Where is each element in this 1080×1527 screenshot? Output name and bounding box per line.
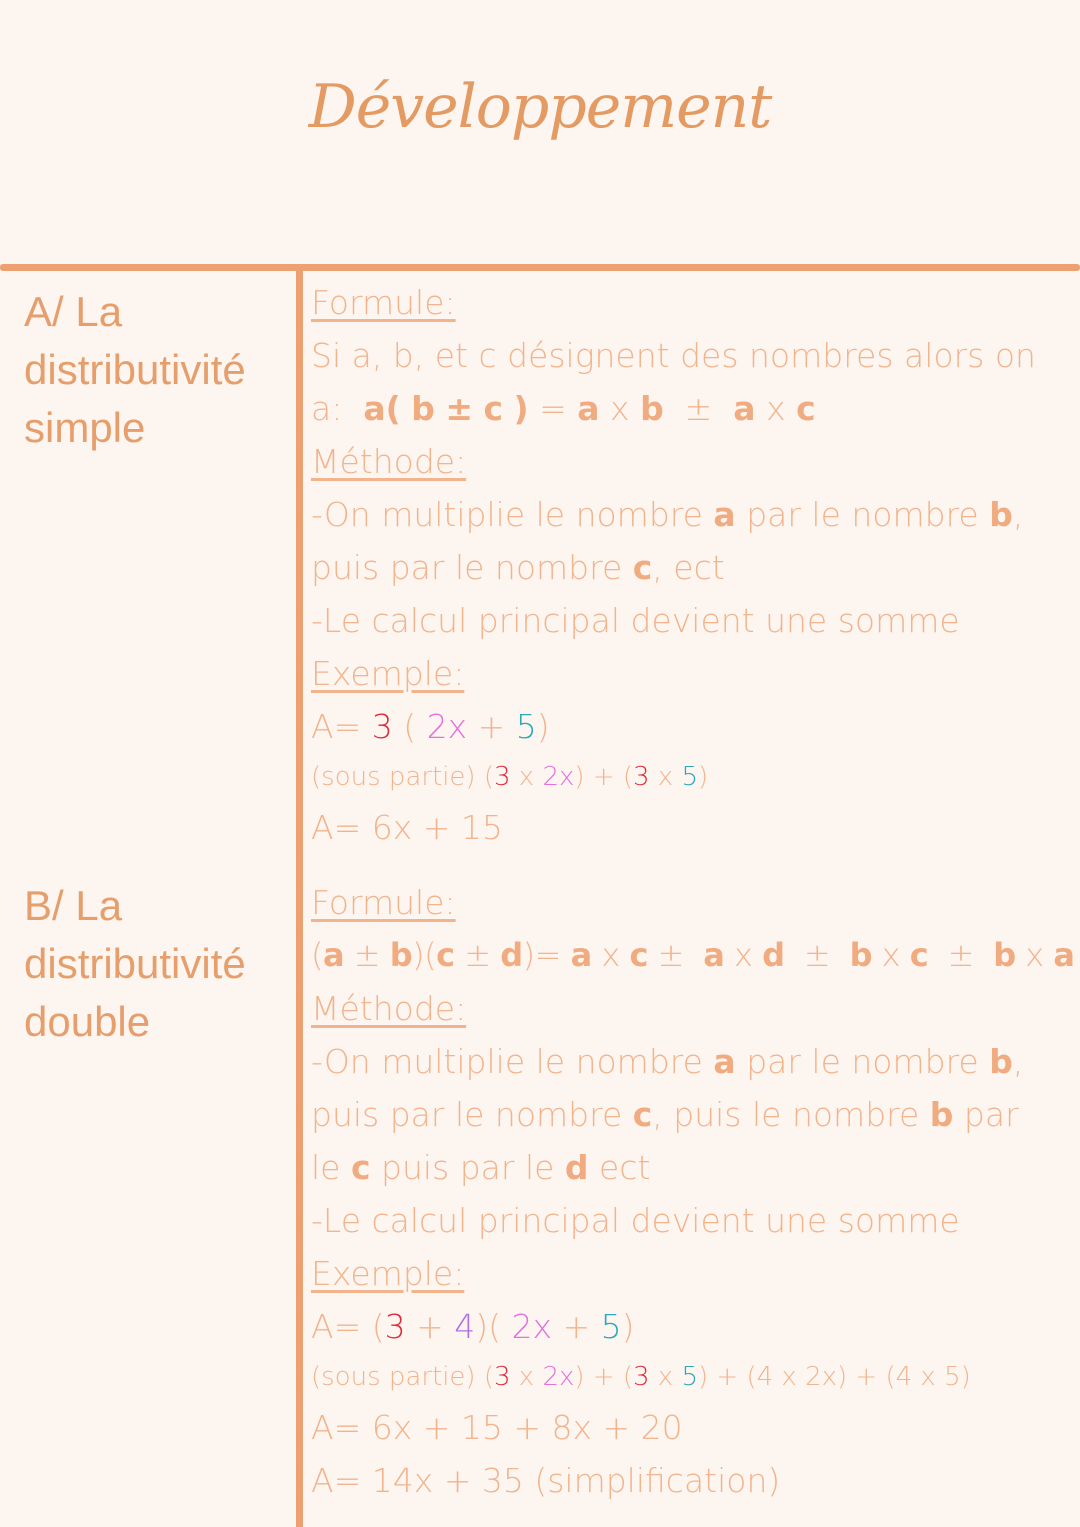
methode-line: -On multiplie le nombre a par le nombre b, (311, 1042, 1024, 1081)
horizontal-rule (0, 264, 1080, 271)
formule-heading: Formule: (311, 883, 456, 922)
section-a-content (311, 276, 1036, 854)
page-title: Développement (308, 72, 772, 142)
methode-heading: Méthode: (311, 989, 467, 1028)
exemple-line: A= (3 + 4)( 2x + 5) (311, 1307, 635, 1346)
section-a-label (24, 283, 246, 457)
section-b-label-line: double (24, 998, 151, 1045)
formule-text: Si a, b, et c désignent des nombres alors on (311, 336, 1036, 375)
exemple-line: A= 6x + 15 + 8x + 20 (311, 1408, 683, 1447)
section-a-label-line: distributivité (24, 346, 246, 393)
section-a-label-line: A/ La (24, 288, 123, 335)
exemple-line: A= 6x + 15 (311, 808, 503, 847)
methode-line: -Le calcul principal devient une somme (311, 601, 960, 640)
section-b-label (24, 877, 246, 1051)
methode-line: puis par le nombre c, ect (311, 548, 725, 587)
methode-line: puis par le nombre c, puis le nombre b par (311, 1095, 1019, 1134)
exemple-heading: Exemple: (311, 654, 465, 693)
methode-line: -On multiplie le nombre a par le nombre b, (311, 495, 1024, 534)
exemple-line: (sous partie) (3 x 2x) + (3 x 5) (311, 762, 709, 792)
vertical-rule (296, 270, 303, 1527)
exemple-line: A= 3 ( 2x + 5) (311, 707, 550, 746)
formule-expression: a: a( b ± c ) = a x b ± a x c (311, 389, 816, 428)
formule-heading: Formule: (311, 283, 456, 322)
exemple-heading: Exemple: (311, 1254, 465, 1293)
exemple-line: A= 14x + 35 (simplification) (311, 1461, 781, 1500)
formule-expression: (a ± b)(c ± d)= a x c ± a x d ± b x c ± b x a (311, 936, 1075, 974)
section-b-label-line: B/ La (24, 882, 123, 929)
section-a-label-line: simple (24, 404, 146, 451)
exemple-line: (sous partie) (3 x 2x) + (3 x 5) + (4 x 2x) + (4 x 5) (311, 1362, 971, 1392)
methode-line: le c puis par le d ect (311, 1148, 651, 1187)
methode-heading: Méthode: (311, 442, 467, 481)
section-b-label-line: distributivité (24, 940, 246, 987)
methode-line: -Le calcul principal devient une somme (311, 1201, 960, 1240)
section-b-content (311, 876, 1075, 1507)
